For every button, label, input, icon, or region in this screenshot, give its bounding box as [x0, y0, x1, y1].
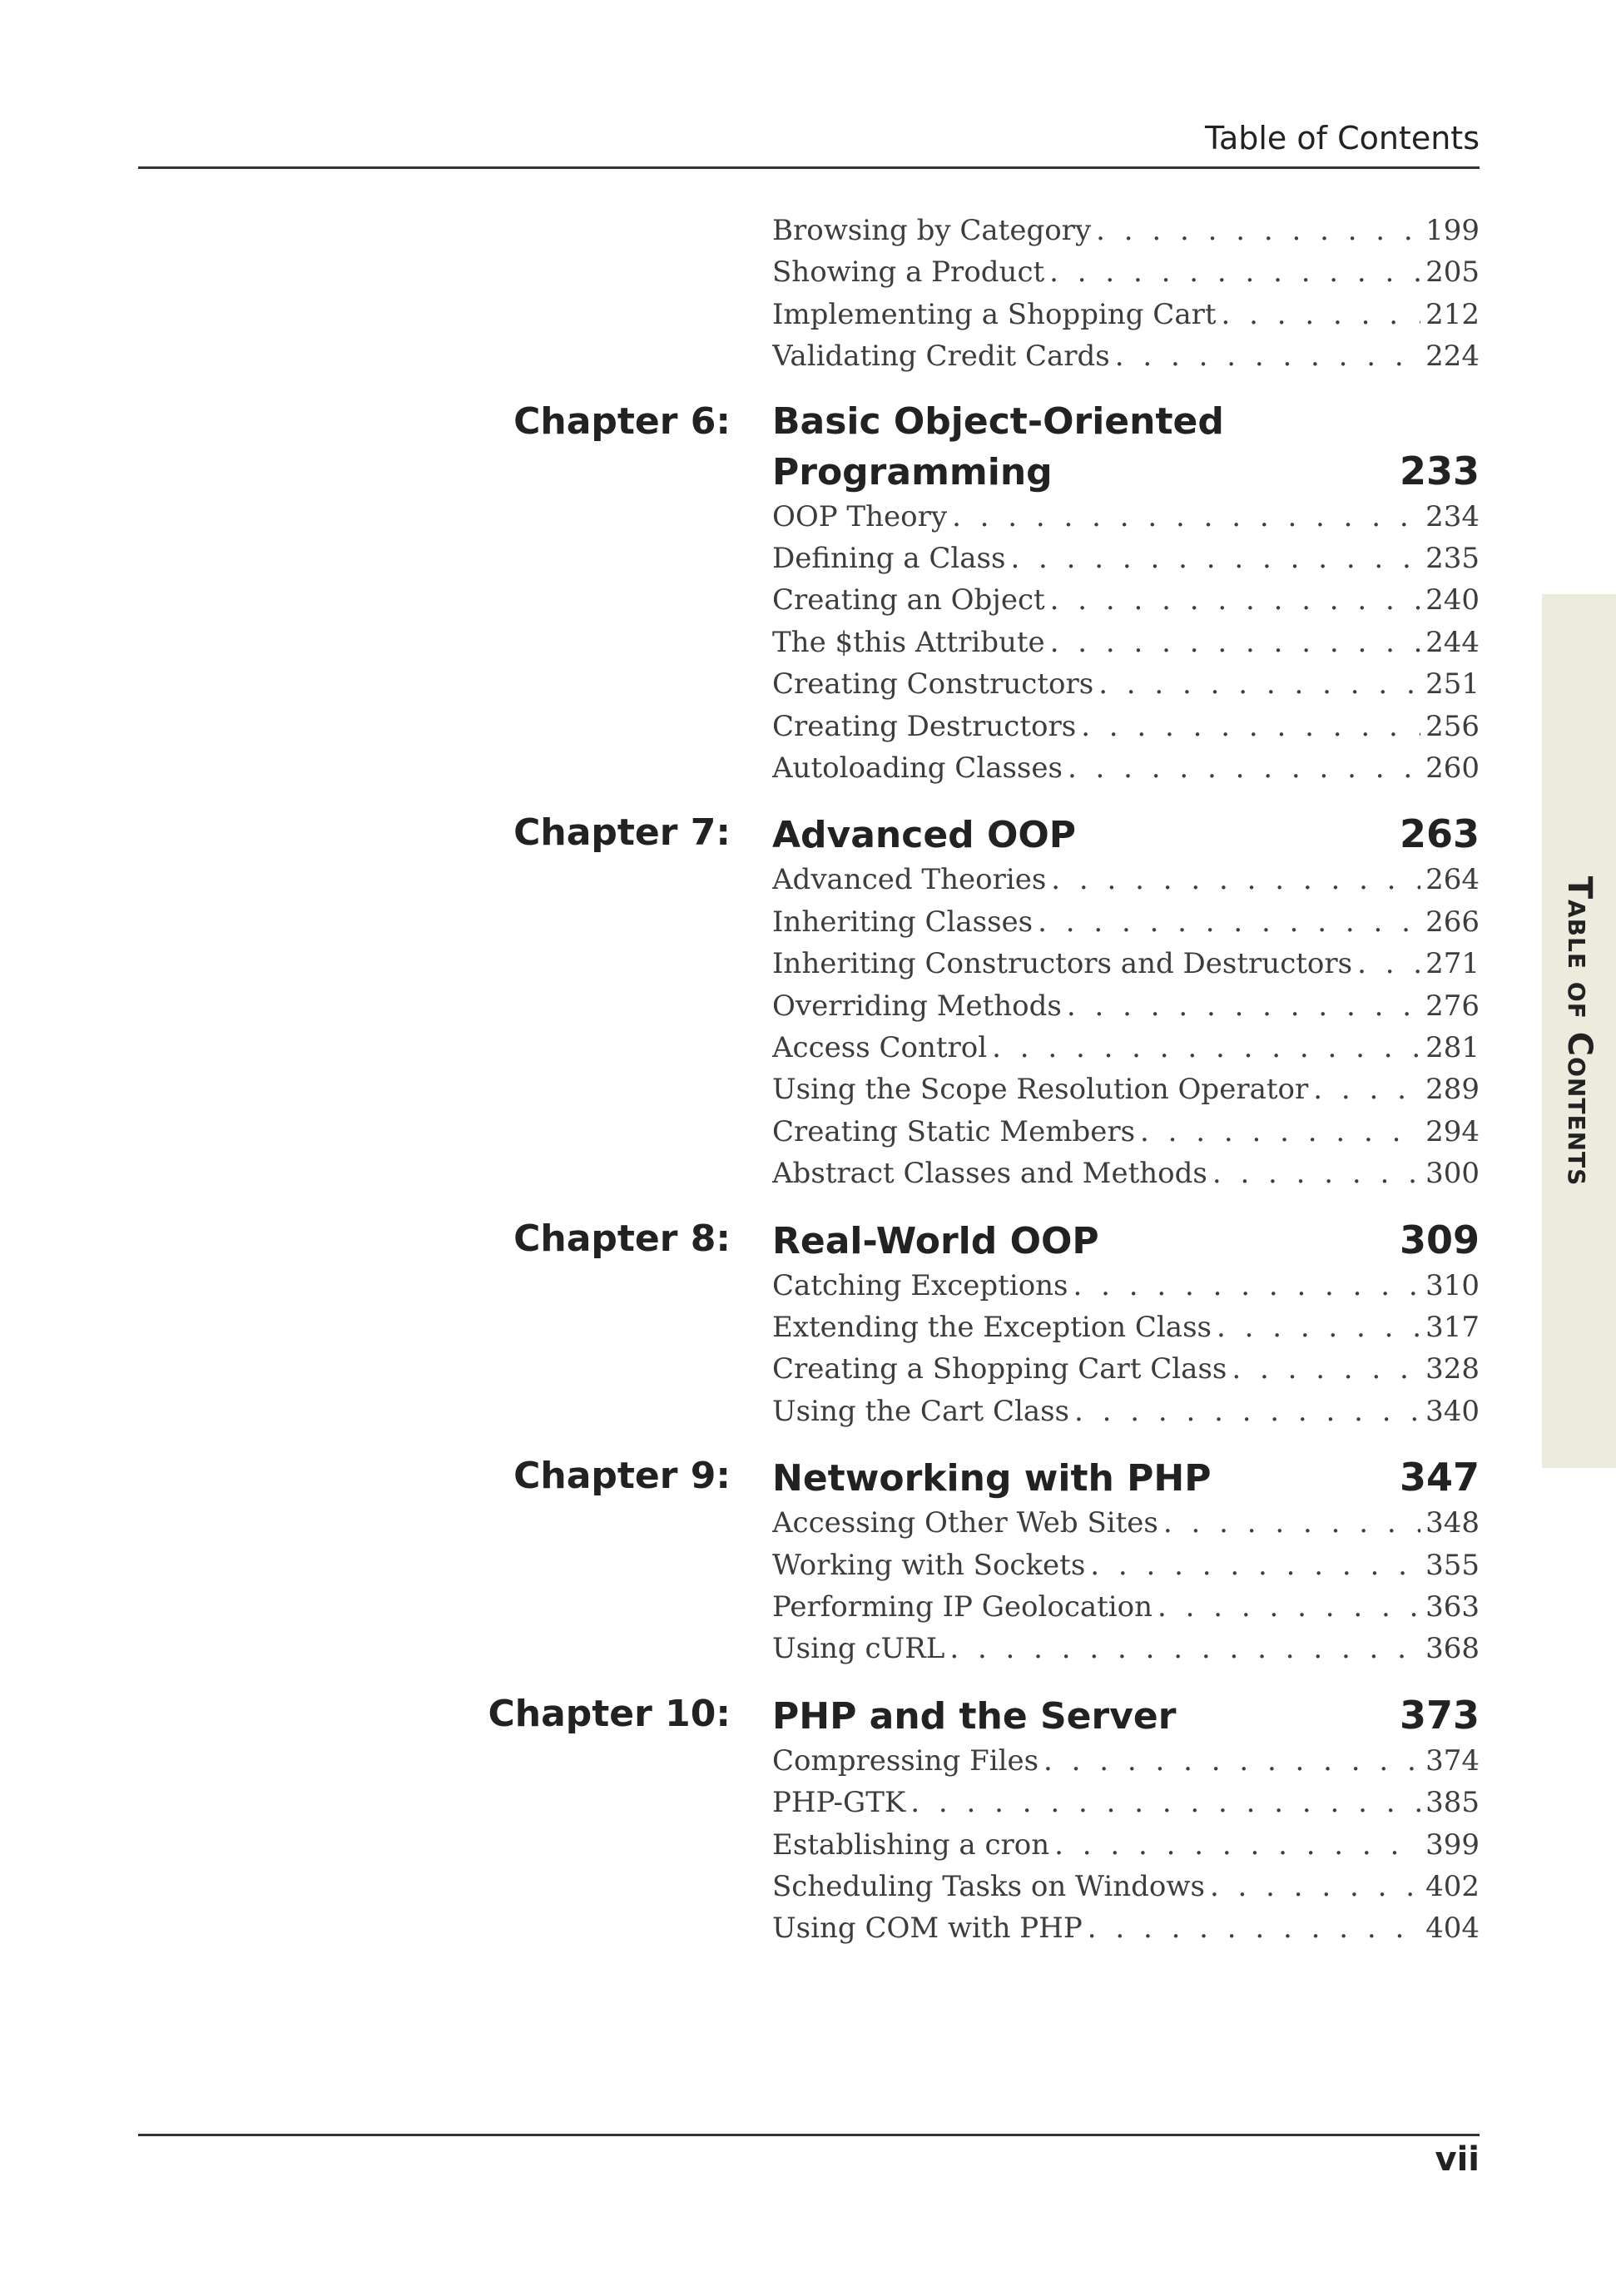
- toc-entry-title: Using the Cart Class: [772, 1394, 1069, 1428]
- toc-entry-title: Accessing Other Web Sites: [772, 1506, 1158, 1540]
- dot-leader: [1068, 751, 1420, 785]
- toc-entry-title: Scheduling Tasks on Windows: [772, 1870, 1205, 1903]
- dot-leader: [1088, 1912, 1420, 1945]
- toc-entry-page: 224: [1425, 340, 1480, 374]
- chapter-label: Chapter 9:: [513, 1455, 731, 1498]
- dot-leader: [1074, 1395, 1420, 1428]
- dot-leader: [1140, 1115, 1420, 1148]
- page-number: vii: [1435, 2140, 1480, 2179]
- toc-entry-page: 276: [1425, 989, 1480, 1023]
- toc-entry: [772, 1395, 1480, 1436]
- toc-entry: [772, 863, 1480, 905]
- chapter-title: [772, 1455, 1480, 1500]
- chapter-page: 373: [1399, 1692, 1480, 1738]
- toc-entry-page: 260: [1425, 751, 1480, 785]
- toc-entry: [772, 1031, 1480, 1073]
- toc-entry-page: 240: [1425, 583, 1480, 617]
- toc-entry-page: 234: [1425, 499, 1480, 533]
- toc-entry-page: 317: [1425, 1311, 1480, 1344]
- toc-entry: [772, 1786, 1480, 1827]
- dot-leader: [1081, 710, 1420, 743]
- toc-entry-title: OOP Theory: [772, 499, 948, 533]
- toc-entry-page: 266: [1425, 905, 1480, 939]
- dot-leader: [1232, 1352, 1420, 1386]
- toc-entry: [772, 667, 1480, 709]
- toc-entry-page: 363: [1425, 1590, 1480, 1624]
- toc-entry-page: 328: [1425, 1352, 1480, 1386]
- toc-entry-title: Extending the Exception Class: [772, 1311, 1212, 1344]
- running-head: Table of Contents: [1205, 120, 1480, 156]
- dot-leader: [1115, 340, 1420, 373]
- toc-entry-page: 340: [1425, 1394, 1480, 1428]
- toc-entry: [772, 751, 1480, 793]
- toc-entry-title: Inheriting Classes: [772, 905, 1034, 939]
- toc-entry: [772, 583, 1480, 625]
- toc-entry-page: 235: [1425, 542, 1480, 575]
- dot-leader: [1098, 667, 1420, 701]
- toc-entry: [772, 710, 1480, 751]
- dot-leader: [1357, 947, 1420, 980]
- toc-entry-title: Establishing a cron: [772, 1827, 1050, 1862]
- toc-entry: [772, 1744, 1480, 1786]
- chapter-page: 309: [1399, 1217, 1480, 1262]
- toc-entry-title: Showing a Product: [772, 255, 1045, 290]
- toc-entry-page: 289: [1425, 1073, 1480, 1107]
- toc-entry-title: Catching Exceptions: [772, 1268, 1068, 1302]
- toc-entry-title: Creating a Shopping Cart Class: [772, 1352, 1227, 1386]
- toc-entry: [772, 1828, 1480, 1870]
- toc-entry: [772, 905, 1480, 947]
- toc-entry-title: Autoloading Classes: [772, 751, 1063, 785]
- toc-entry: [772, 340, 1480, 381]
- chapter-title-text: PHP and the Server: [772, 1694, 1177, 1738]
- toc-entry-page: 256: [1425, 709, 1480, 743]
- dot-leader: [1010, 542, 1420, 575]
- toc-entry: [772, 1115, 1480, 1157]
- toc-entry-title: Defining a Class: [772, 542, 1006, 575]
- toc-entry-page: 402: [1425, 1870, 1480, 1903]
- chapter-title: [772, 811, 1480, 856]
- toc-entry-title: Performing IP Geolocation: [772, 1590, 1153, 1624]
- toc-entry: [772, 214, 1480, 255]
- bottom-rule: [138, 2134, 1480, 2136]
- dot-leader: [1054, 1828, 1420, 1862]
- toc-entry: [772, 542, 1480, 583]
- toc-entry-page: 251: [1425, 667, 1480, 702]
- toc-entry: [772, 989, 1480, 1031]
- toc-entry-title: Overriding Methods: [772, 989, 1062, 1023]
- toc-entry-page: 404: [1425, 1912, 1480, 1946]
- toc-entry-title: Creating Destructors: [772, 709, 1077, 743]
- chapter-label: Chapter 6:: [513, 399, 731, 443]
- toc-entry-title: Validating Credit Cards: [772, 340, 1110, 374]
- dot-leader: [1217, 1311, 1420, 1344]
- toc-entry-title: Browsing by Category: [772, 214, 1092, 247]
- dot-leader: [1212, 1157, 1420, 1190]
- toc-entry-page: 385: [1425, 1786, 1480, 1820]
- chapter-label: Chapter 10:: [488, 1692, 731, 1735]
- toc-entry: [772, 298, 1480, 340]
- toc-entry-page: 399: [1425, 1827, 1480, 1862]
- dot-leader: [1073, 1269, 1421, 1302]
- toc-entry-page: 271: [1425, 947, 1480, 981]
- toc-entry: [772, 1912, 1480, 1953]
- toc-entry-page: 281: [1425, 1031, 1480, 1064]
- toc-entry-title: Working with Sockets: [772, 1548, 1086, 1582]
- dot-leader: [1222, 298, 1421, 331]
- toc-entry-title: Abstract Classes and Methods: [772, 1157, 1207, 1191]
- chapter-title-line2: [772, 449, 1480, 493]
- toc-entry: [772, 1870, 1480, 1912]
- toc-entry-title: Advanced Theories: [772, 863, 1047, 897]
- chapter-title-text-line2: Programming: [772, 450, 1053, 493]
- chapter-title-text: Networking with PHP: [772, 1457, 1212, 1500]
- chapter-title-text: Real-World OOP: [772, 1219, 1099, 1262]
- dot-leader: [1210, 1870, 1420, 1903]
- dot-leader: [1096, 214, 1420, 247]
- toc-entry: [772, 500, 1480, 542]
- toc-entry-page: 264: [1425, 863, 1480, 897]
- dot-leader: [1038, 905, 1420, 939]
- toc-entry: [772, 626, 1480, 667]
- toc-entry-page: 310: [1425, 1268, 1480, 1302]
- toc-entry: [772, 1157, 1480, 1198]
- chapter-page: 233: [1399, 448, 1480, 493]
- toc-entry: [772, 1073, 1480, 1114]
- toc-entry-page: 368: [1425, 1632, 1480, 1666]
- toc-entry-page: 300: [1425, 1157, 1480, 1191]
- toc-entry-page: 294: [1425, 1114, 1480, 1148]
- toc-entry-title: Using the Scope Resolution Operator: [772, 1073, 1309, 1107]
- dot-leader: [1050, 626, 1420, 659]
- chapter-title: [772, 1693, 1480, 1738]
- dot-leader: [1163, 1506, 1420, 1540]
- dot-leader: [1051, 863, 1420, 896]
- toc-entry: [772, 1506, 1480, 1548]
- toc-entry: [772, 1311, 1480, 1352]
- toc-entry: [772, 255, 1480, 297]
- toc-entry: [772, 1632, 1480, 1674]
- dot-leader: [949, 1632, 1420, 1665]
- chapter-page: 263: [1399, 811, 1480, 857]
- toc-entry-page: 205: [1425, 255, 1480, 290]
- toc-entry-title: Creating Constructors: [772, 667, 1094, 702]
- toc-entry-title: Creating Static Members: [772, 1114, 1136, 1148]
- chapter-title-text: Basic Object-Oriented: [772, 399, 1224, 443]
- side-tab-label: Table of Contents: [1559, 875, 1599, 1187]
- chapter-label: Chapter 7:: [513, 811, 731, 855]
- toc-entry-title: Creating an Object: [772, 583, 1045, 617]
- dot-leader: [910, 1786, 1420, 1819]
- dot-leader: [992, 1031, 1420, 1064]
- toc-entry-page: 348: [1425, 1506, 1480, 1540]
- toc-entry: [772, 1549, 1480, 1590]
- dot-leader: [1043, 1744, 1420, 1778]
- chapter-title-text: Advanced OOP: [772, 814, 1077, 857]
- toc-entry-title: The $this Attribute: [772, 625, 1045, 659]
- toc-entry-page: 374: [1425, 1743, 1480, 1778]
- dot-leader: [1049, 255, 1420, 289]
- chapter-title: [772, 400, 1480, 443]
- toc-entry-page: 244: [1425, 625, 1480, 659]
- dot-leader: [1090, 1549, 1420, 1582]
- toc-entry-title: Inheriting Constructors and Destructors: [772, 947, 1353, 981]
- toc-entry-title: Compressing Files: [772, 1743, 1039, 1778]
- toc-entry: [772, 1590, 1480, 1632]
- toc-entry: [772, 1352, 1480, 1394]
- dot-leader: [952, 500, 1420, 533]
- dot-leader: [1050, 583, 1420, 617]
- chapter-page: 347: [1399, 1455, 1480, 1500]
- toc-entry-page: 355: [1425, 1548, 1480, 1582]
- dot-leader: [1067, 989, 1420, 1023]
- toc-entry-title: Using cURL: [772, 1632, 945, 1666]
- toc-entry-title: PHP-GTK: [772, 1786, 906, 1820]
- toc-entry-title: Access Control: [772, 1031, 988, 1064]
- toc-entry: [772, 947, 1480, 989]
- toc-entry: [772, 1269, 1480, 1311]
- toc-entry-page: 199: [1425, 214, 1480, 247]
- chapter-title: [772, 1217, 1480, 1262]
- toc-entry-title: Implementing a Shopping Cart: [772, 297, 1217, 331]
- toc-entry-title: Using COM with PHP: [772, 1912, 1083, 1946]
- dot-leader: [1313, 1073, 1420, 1106]
- chapter-label: Chapter 8:: [513, 1217, 731, 1260]
- toc-entry-page: 212: [1425, 297, 1480, 331]
- dot-leader: [1157, 1590, 1420, 1624]
